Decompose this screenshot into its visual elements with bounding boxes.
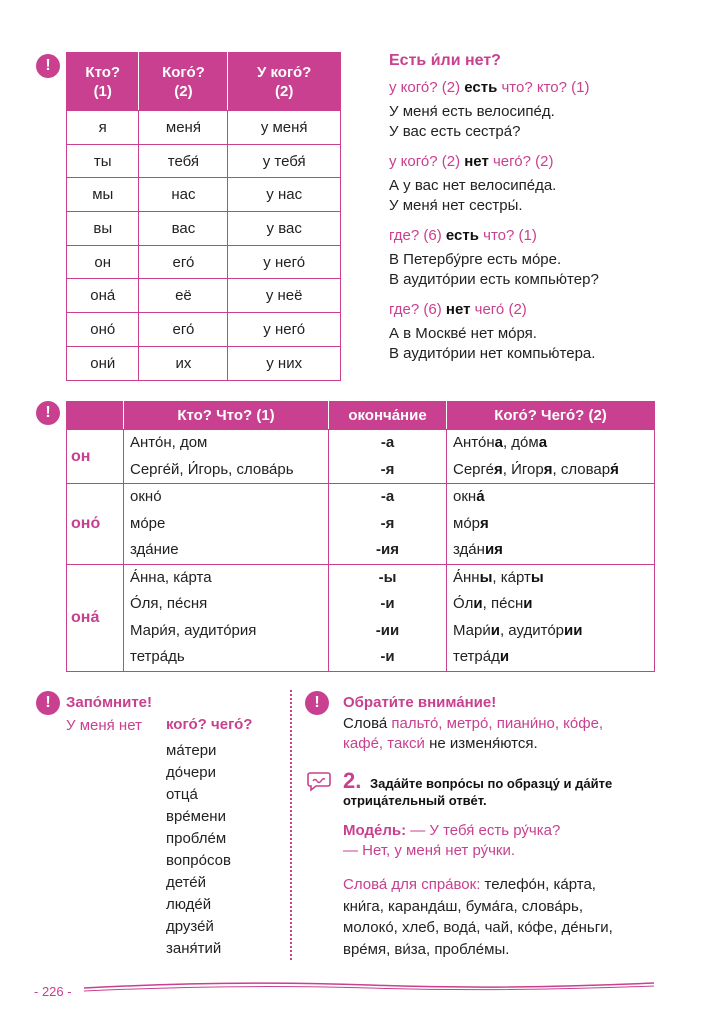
exclamation-icon: !	[36, 401, 60, 425]
t1-cell: мы	[67, 178, 139, 212]
pattern-line: у кого́? (2) есть что? кто? (1)	[389, 79, 590, 96]
gender-group-row	[67, 564, 655, 671]
t1-cell: их	[139, 346, 228, 380]
example-sentence: В Петербу́рге есть мо́ре.	[389, 251, 562, 268]
t1-header: Кого́? (2)	[139, 53, 228, 111]
exclamation-icon: !	[36, 691, 60, 715]
header-ending: оконча́ние	[329, 402, 447, 430]
nominative-word: Серге́й, И́горь, слова́рь	[130, 460, 294, 478]
t1-cell: он	[67, 245, 139, 279]
t1-cell: меня́	[139, 111, 228, 145]
table-row	[67, 111, 341, 145]
t1-cell: у вас	[228, 212, 341, 246]
t1-cell: у тебя́	[228, 144, 341, 178]
pattern-line: где? (6) есть что? (1)	[389, 227, 537, 244]
t1-cell: она́	[67, 279, 139, 313]
pattern-block	[389, 300, 709, 364]
t1-cell: у него́	[228, 245, 341, 279]
panel-title: Есть и́ли нет?	[389, 52, 501, 69]
example-sentence: В аудито́рии нет компью́тера.	[389, 345, 596, 362]
list-item: пробле́м	[166, 830, 227, 847]
nominative-word: зда́ние	[130, 541, 179, 558]
ending: -а	[380, 434, 395, 451]
table-row	[67, 178, 341, 212]
exclamation-icon: !	[305, 691, 329, 715]
genitive-word: мо́ря	[453, 514, 489, 532]
remember-title: Запо́мните!	[66, 694, 153, 711]
t1-cell: ты	[67, 144, 139, 178]
remember-word-list	[166, 740, 231, 960]
t1-cell: вас	[139, 212, 228, 246]
nominative-word: Мари́я, аудито́рия	[130, 621, 257, 639]
t1-cell: я	[67, 111, 139, 145]
page-number: - 226 -	[34, 984, 72, 999]
nominative-word: О́ля, пе́сня	[130, 595, 208, 612]
t1-cell: тебя́	[139, 144, 228, 178]
table-row	[67, 279, 341, 313]
genitive-word: А́нны, ка́рты	[453, 568, 544, 586]
t1-cell: его́	[139, 245, 228, 279]
exclamation-icon: !	[36, 54, 60, 78]
genitive-word: тетра́ди	[453, 648, 510, 665]
table-row	[67, 212, 341, 246]
ending: -я	[380, 460, 395, 478]
nominative-word: Анто́н, дом	[130, 434, 208, 451]
reference-words: Слова́ для спра́вок: телефо́н, ка́рта, кни́га, каранда́ш, бума́га, слова́рь, молоко́, хлеб, вода́, чай, ко́фе, де́ньги, вре́мя, ви́за, пробле́мы.	[343, 876, 613, 958]
exercise-number: 2.	[343, 768, 362, 793]
ending: -а	[380, 488, 395, 505]
example-sentence: В аудито́рии есть компью́тер?	[389, 271, 599, 288]
nominative-word: окно́	[130, 488, 162, 505]
blank-header	[67, 402, 124, 430]
nominative-word: тетра́дь	[130, 648, 185, 665]
example-sentence: У меня́ нет сестры́.	[389, 197, 523, 214]
t1-cell: у меня́	[228, 111, 341, 145]
list-item: отца́	[166, 786, 198, 803]
ending: -и	[380, 595, 395, 612]
t1-cell: вы	[67, 212, 139, 246]
pattern-line: у кого́? (2) нет чего́? (2)	[389, 153, 554, 170]
pattern-block	[389, 226, 709, 290]
list-item: заня́тий	[166, 940, 222, 957]
header-genitive: Кого́? Чего́? (2)	[447, 402, 655, 430]
exercise-instruction-2: отрица́тельный отве́т.	[343, 793, 487, 808]
est-ili-net-panel	[389, 52, 709, 374]
list-item: вре́мени	[166, 808, 226, 825]
t1-cell: оно́	[67, 313, 139, 347]
list-item: друзе́й	[166, 918, 214, 935]
pronoun-table	[66, 52, 341, 381]
t1-cell: её	[139, 279, 228, 313]
table-row	[67, 144, 341, 178]
table-row	[67, 346, 341, 380]
t1-header: Кто? (1)	[67, 53, 139, 111]
example-sentence: У вас есть сестра́?	[389, 123, 521, 140]
genitive-cell	[447, 564, 655, 671]
footer-wave	[84, 980, 654, 994]
gender-label: он	[67, 430, 124, 484]
ending: -ы	[378, 568, 397, 586]
pattern-block	[389, 78, 709, 142]
speech-bubble-icon	[307, 770, 331, 792]
list-item: вопро́сов	[166, 852, 231, 869]
list-item: дете́й	[166, 874, 207, 891]
genitive-cell	[447, 484, 655, 565]
gender-group-row	[67, 484, 655, 565]
t1-cell: его́	[139, 313, 228, 347]
attention-title: Обрати́те внима́ние!	[343, 694, 497, 711]
genitive-cell	[447, 430, 655, 484]
model-block: Моде́ль: — У тебя́ есть ру́чка? — Нет, у меня́ нет ру́чки.	[343, 822, 561, 859]
exercise-instruction: Зада́йте вопро́сы по образцу́ и да́йте	[370, 776, 613, 791]
t1-cell: у неё	[228, 279, 341, 313]
ending-cell	[329, 564, 447, 671]
t1-cell: нас	[139, 178, 228, 212]
t1-cell: у нас	[228, 178, 341, 212]
example-sentence: А в Москве́ нет мо́ря.	[389, 325, 537, 342]
ending: -ии	[375, 621, 400, 639]
ending-cell	[329, 484, 447, 565]
genitive-endings-table	[66, 401, 655, 672]
t1-cell: они́	[67, 346, 139, 380]
t1-header: У кого́? (2)	[228, 53, 341, 111]
remember-question: кого́? чего́?	[166, 716, 253, 733]
gender-group-row	[67, 430, 655, 484]
ending-cell	[329, 430, 447, 484]
attention-text: Слова́ пальто́, метро́, пиани́но, ко́фе, кафе́, такси́ не изменя́ются.	[343, 715, 604, 752]
nominative-cell	[124, 564, 329, 671]
ending: -я	[380, 514, 395, 532]
pattern-line: где? (6) нет чего́ (2)	[389, 301, 527, 318]
gender-label: оно́	[67, 484, 124, 565]
column-divider	[290, 690, 292, 960]
nominative-cell	[124, 484, 329, 565]
example-sentence: У меня́ есть велосипе́д.	[389, 103, 555, 120]
list-item: люде́й	[166, 896, 212, 913]
t1-cell: у них	[228, 346, 341, 380]
table-row	[67, 313, 341, 347]
remember-lead: У меня́ нет	[66, 717, 142, 734]
t1-cell: у него́	[228, 313, 341, 347]
header-nominative: Кто? Что? (1)	[124, 402, 329, 430]
genitive-word: зда́ния	[453, 541, 503, 558]
nominative-cell	[124, 430, 329, 484]
genitive-word: Мари́и, аудито́рии	[453, 621, 583, 639]
list-item: ма́тери	[166, 742, 217, 759]
nominative-word: А́нна, ка́рта	[130, 568, 212, 586]
ending: -и	[380, 648, 395, 665]
ending: -ия	[376, 541, 399, 558]
genitive-word: окна́	[453, 488, 485, 505]
nominative-word: мо́ре	[130, 514, 166, 532]
genitive-word: Анто́на, до́ма	[453, 434, 548, 451]
example-sentence: А у вас нет велосипе́да.	[389, 177, 557, 194]
gender-label: она́	[67, 564, 124, 671]
genitive-word: О́ли, пе́сни	[453, 595, 533, 612]
pattern-block	[389, 152, 709, 216]
genitive-word: Серге́я, И́горя, словаря́	[453, 460, 619, 478]
table-row	[67, 245, 341, 279]
list-item: до́чери	[166, 764, 216, 781]
